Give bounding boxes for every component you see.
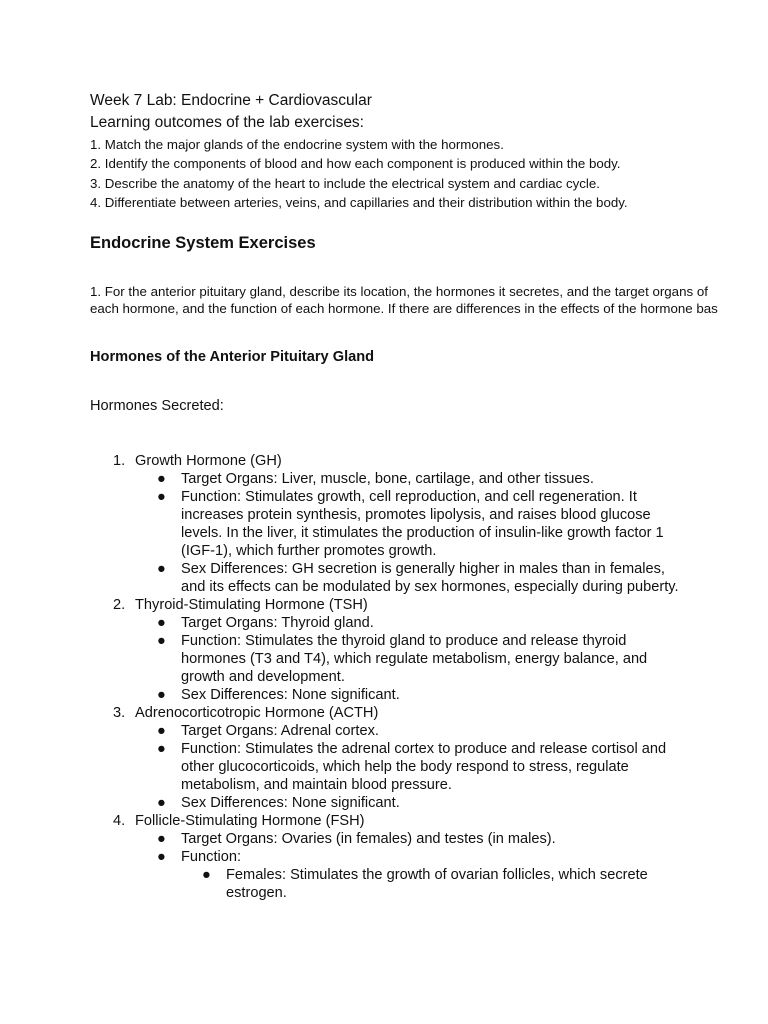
function-bullet: [0, 848, 681, 866]
outcome-item: 3. Describe the anatomy of the heart to include the electrical system and cardiac cycle.: [90, 176, 600, 191]
target-organs-bullet: [0, 470, 681, 488]
females-function-text: Females: Stimulates the growth of ovarian follicles, which secrete estrogen.: [226, 867, 648, 901]
bullet-icon: ●: [202, 867, 211, 883]
section-heading: Endocrine System Exercises: [90, 234, 316, 252]
target-organs-text: Target Organs: Adrenal cortex.: [181, 723, 379, 739]
hormones-label: Hormones Secreted:: [90, 398, 224, 414]
hormone-item-acth: [0, 704, 768, 812]
outcome-item: 4. Differentiate between arteries, veins, and capillaries and their distribution within the body.: [90, 195, 628, 210]
outcomes-heading: Learning outcomes of the lab exercises:: [90, 114, 364, 131]
function-bullet: [0, 740, 681, 794]
hormone-number: 4.: [113, 813, 126, 829]
bullet-icon: ●: [157, 741, 166, 757]
bullet-icon: ●: [157, 633, 166, 649]
hormone-item-tsh: [0, 596, 768, 704]
hormone-number: 1.: [113, 453, 126, 469]
target-organs-bullet: [0, 830, 681, 848]
hormone-name: Growth Hormone (GH): [135, 453, 282, 469]
target-organs-text: Target Organs: Liver, muscle, bone, cartilage, and other tissues.: [181, 471, 594, 487]
document-title: Week 7 Lab: Endocrine + Cardiovascular: [90, 92, 372, 109]
sex-differences-text: Sex Differences: None significant.: [181, 795, 400, 811]
function-bullet: [0, 632, 681, 686]
target-organs-bullet: [0, 614, 681, 632]
bullet-icon: ●: [157, 723, 166, 739]
hormone-number: 3.: [113, 705, 126, 721]
hormone-item-fsh: [0, 812, 768, 902]
bullet-icon: ●: [157, 795, 166, 811]
function-text: Function: Stimulates the thyroid gland to produce and release thyroid hormones (T3 and T4), which regulate metabolism, energy balance, and growth and development.: [181, 633, 648, 685]
hormone-item-gh: [0, 452, 768, 596]
bullet-icon: ●: [157, 831, 166, 847]
target-organs-text: Target Organs: Ovaries (in females) and testes (in males).: [181, 831, 556, 847]
target-organs-text: Target Organs: Thyroid gland.: [181, 615, 374, 631]
sex-differences-text: Sex Differences: GH secretion is generally higher in males than in females, and its effects can be modulated by sex hormones, especially during puberty.: [181, 561, 679, 595]
bullet-icon: ●: [157, 849, 166, 865]
bullet-icon: ●: [157, 687, 166, 703]
hormone-name: Adrenocorticotropic Hormone (ACTH): [135, 705, 379, 721]
hormone-name: Thyroid-Stimulating Hormone (TSH): [135, 597, 368, 613]
hormone-number: 2.: [113, 597, 126, 613]
sex-differences-bullet: [0, 686, 681, 704]
sex-differences-bullet: [0, 560, 681, 596]
hormone-list: [0, 452, 768, 902]
outcome-item: 2. Identify the components of blood and how each component is produced within the body.: [90, 156, 621, 171]
bullet-icon: ●: [157, 615, 166, 631]
hormone-name: Follicle-Stimulating Hormone (FSH): [135, 813, 365, 829]
function-text: Function: Stimulates the adrenal cortex to produce and release cortisol and other glucocorticoids, which help the body respond to stress, regulate metabolism, and maintain blood pressure.: [181, 741, 667, 793]
question-line: 1. For the anterior pituitary gland, describe its location, the hormones it secretes, and the target organs of: [90, 284, 708, 299]
function-bullet: [0, 488, 681, 560]
function-text: Function: Stimulates growth, cell reproduction, and cell regeneration. It increases protein synthesis, promotes lipolysis, and raises blood glucose levels. In the liver, it stimulates the production of insulin-like growth factor 1 (IGF-1), which further promotes growth.: [181, 489, 664, 559]
bullet-icon: ●: [157, 561, 166, 577]
target-organs-bullet: [0, 722, 681, 740]
question-line: each hormone, and the function of each hormone. If there are differences in the effects of the hormone bas: [90, 301, 718, 316]
subsection-heading: Hormones of the Anterior Pituitary Gland: [90, 349, 375, 365]
function-text: Function:: [181, 849, 242, 865]
outcome-item: 1. Match the major glands of the endocrine system with the hormones.: [90, 137, 504, 152]
females-sub-bullet: [0, 866, 666, 902]
sex-differences-bullet: [0, 794, 681, 812]
bullet-icon: ●: [157, 471, 166, 487]
sex-differences-text: Sex Differences: None significant.: [181, 687, 400, 703]
bullet-icon: ●: [157, 489, 166, 505]
